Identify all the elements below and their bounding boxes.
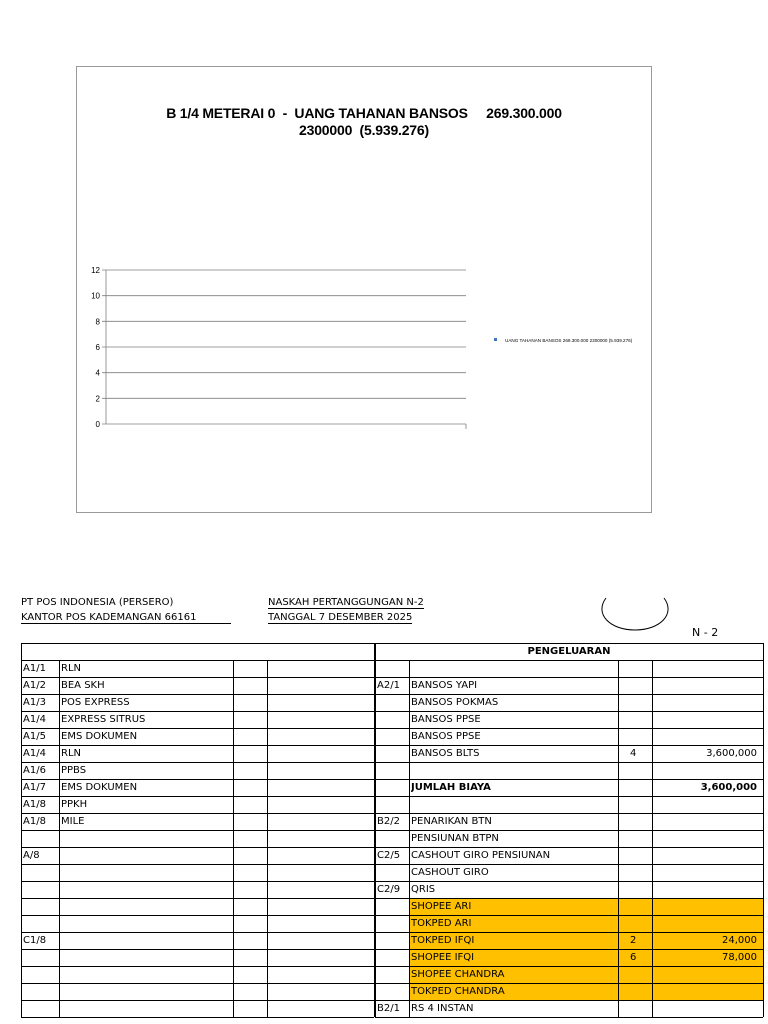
left-row-label: BEA SKH (61, 680, 105, 691)
row-line-left (21, 881, 374, 882)
right-row-code: B2/1 (377, 1003, 400, 1014)
right-row-amount: 3,600,000 (706, 748, 757, 759)
right-row-amount: 78,000 (722, 952, 757, 963)
y-tick-label: 12 (91, 266, 100, 275)
left-row-code: A1/5 (23, 731, 46, 742)
row-line-left (21, 932, 374, 933)
right-row-label: SHOPEE IFQI (411, 952, 475, 963)
right-row-label: SHOPEE CHANDRA (411, 969, 505, 980)
col-line-right (618, 660, 619, 1017)
left-row-label: RLN (61, 748, 81, 759)
row-line-right (375, 762, 763, 763)
row-line-left (21, 847, 374, 848)
right-row-label: TOKPED CHANDRA (411, 986, 505, 997)
company-name: PT POS INDONESIA (PERSERO) (21, 597, 174, 608)
right-row-label: SHOPEE ARI (411, 901, 472, 912)
y-tick-label: 6 (95, 343, 100, 352)
col-line-left (267, 660, 268, 1017)
row-line-left (21, 1017, 374, 1018)
row-line-right (375, 1017, 763, 1018)
legend-label: UANG TAHANAN BANSOS 269.300.000 2300000 (5.939.276) (505, 338, 633, 343)
row-line-left (21, 915, 374, 916)
right-row-label: BANSOS BLTS (411, 748, 480, 759)
right-row-label: PENARIKAN BTN (411, 816, 492, 827)
right-row-label: TOKPED ARI (411, 918, 472, 929)
right-row-label: BANSOS YAPI (411, 680, 478, 691)
left-row-code: A1/6 (23, 765, 46, 776)
y-tick-label: 4 (95, 368, 100, 378)
right-row-label: JUMLAH BIAYA (411, 782, 491, 793)
right-row-qty: 6 (630, 952, 637, 963)
left-row-code: A1/4 (23, 714, 46, 725)
col-line-right (375, 660, 376, 1017)
row-line-left (21, 966, 374, 967)
row-line-left (21, 830, 374, 831)
form-code: N - 2 (692, 626, 719, 639)
header-vline (375, 643, 376, 660)
col-line-left (21, 660, 22, 1017)
section-title-pengeluaran: PENGELUARAN (527, 646, 611, 657)
row-line-left (21, 983, 374, 984)
y-tick-label: 8 (95, 317, 100, 327)
left-row-label: EMS DOKUMEN (61, 782, 138, 793)
right-row-label: CASHOUT GIRO PENSIUNAN (411, 850, 551, 861)
y-tick-label: 10 (91, 291, 100, 301)
col-line-right (409, 660, 410, 1017)
right-row-label: RS 4 INSTAN (411, 1003, 474, 1014)
left-row-code: A1/8 (23, 799, 46, 810)
y-tick-label: 0 (95, 420, 100, 429)
left-row-code: A1/3 (23, 697, 46, 708)
left-row-label: EXPRESS SITRUS (61, 714, 146, 725)
col-line-left (233, 660, 234, 1017)
header-vline (763, 643, 764, 660)
right-row-code: A2/1 (377, 680, 400, 691)
right-row-label: BANSOS PPSE (411, 714, 481, 725)
right-row-label: QRIS (411, 884, 436, 895)
left-row-code: A1/7 (23, 782, 46, 793)
chart-title-line-1: B 1/4 METERAI 0 - UANG TAHANAN BANSOS 269.300.000 (166, 105, 562, 121)
left-row-label: PPBS (61, 765, 87, 776)
row-line-left (21, 864, 374, 865)
left-row-label: RLN (61, 663, 81, 674)
left-row-label: EMS DOKUMEN (61, 731, 138, 742)
left-row-label: POS EXPRESS (61, 697, 130, 708)
y-tick-label: 2 (95, 394, 100, 404)
header-vline (21, 643, 22, 660)
row-line-left (21, 898, 374, 899)
right-row-qty: 4 (630, 748, 637, 759)
left-row-code: A1/2 (23, 680, 46, 691)
left-row-label: PPKH (61, 799, 88, 810)
right-row-code: C2/5 (377, 850, 401, 861)
table-top-border-left (21, 643, 374, 644)
right-row-amount: 24,000 (722, 935, 757, 946)
row-line-right (375, 660, 763, 661)
row-line-right (375, 796, 763, 797)
left-row-code: C1/8 (23, 935, 47, 946)
right-row-label: BANSOS PPSE (411, 731, 481, 742)
left-row-label: MILE (61, 816, 85, 827)
left-row-code: A1/4 (23, 748, 46, 759)
col-line-left (59, 660, 60, 1017)
chart-title-line-2: 2300000 (5.939.276) (299, 122, 429, 138)
right-row-label: PENSIUNAN BTPN (411, 833, 499, 844)
right-row-label: TOKPED IFQI (411, 935, 475, 946)
right-row-code: B2/2 (377, 816, 400, 827)
left-row-code: A1/1 (23, 663, 46, 674)
right-row-label: CASHOUT GIRO (411, 867, 489, 878)
left-row-code: A/8 (23, 850, 40, 861)
col-line-right (763, 660, 764, 1017)
right-row-amount: 3,600,000 (700, 782, 757, 793)
col-line-right (652, 660, 653, 1017)
right-row-qty: 2 (630, 935, 637, 946)
document-date: TANGGAL 7 DESEMBER 2025 (268, 612, 413, 623)
right-row-label: BANSOS POKMAS (411, 697, 499, 708)
row-line-left (21, 1000, 374, 1001)
row-line-left (21, 949, 374, 950)
office-name: KANTOR POS KADEMANGAN 66161 (21, 612, 231, 624)
right-row-code: C2/9 (377, 884, 401, 895)
left-row-code: A1/8 (23, 816, 46, 827)
document-title: NASKAH PERTANGGUNGAN N-2 (268, 597, 424, 608)
